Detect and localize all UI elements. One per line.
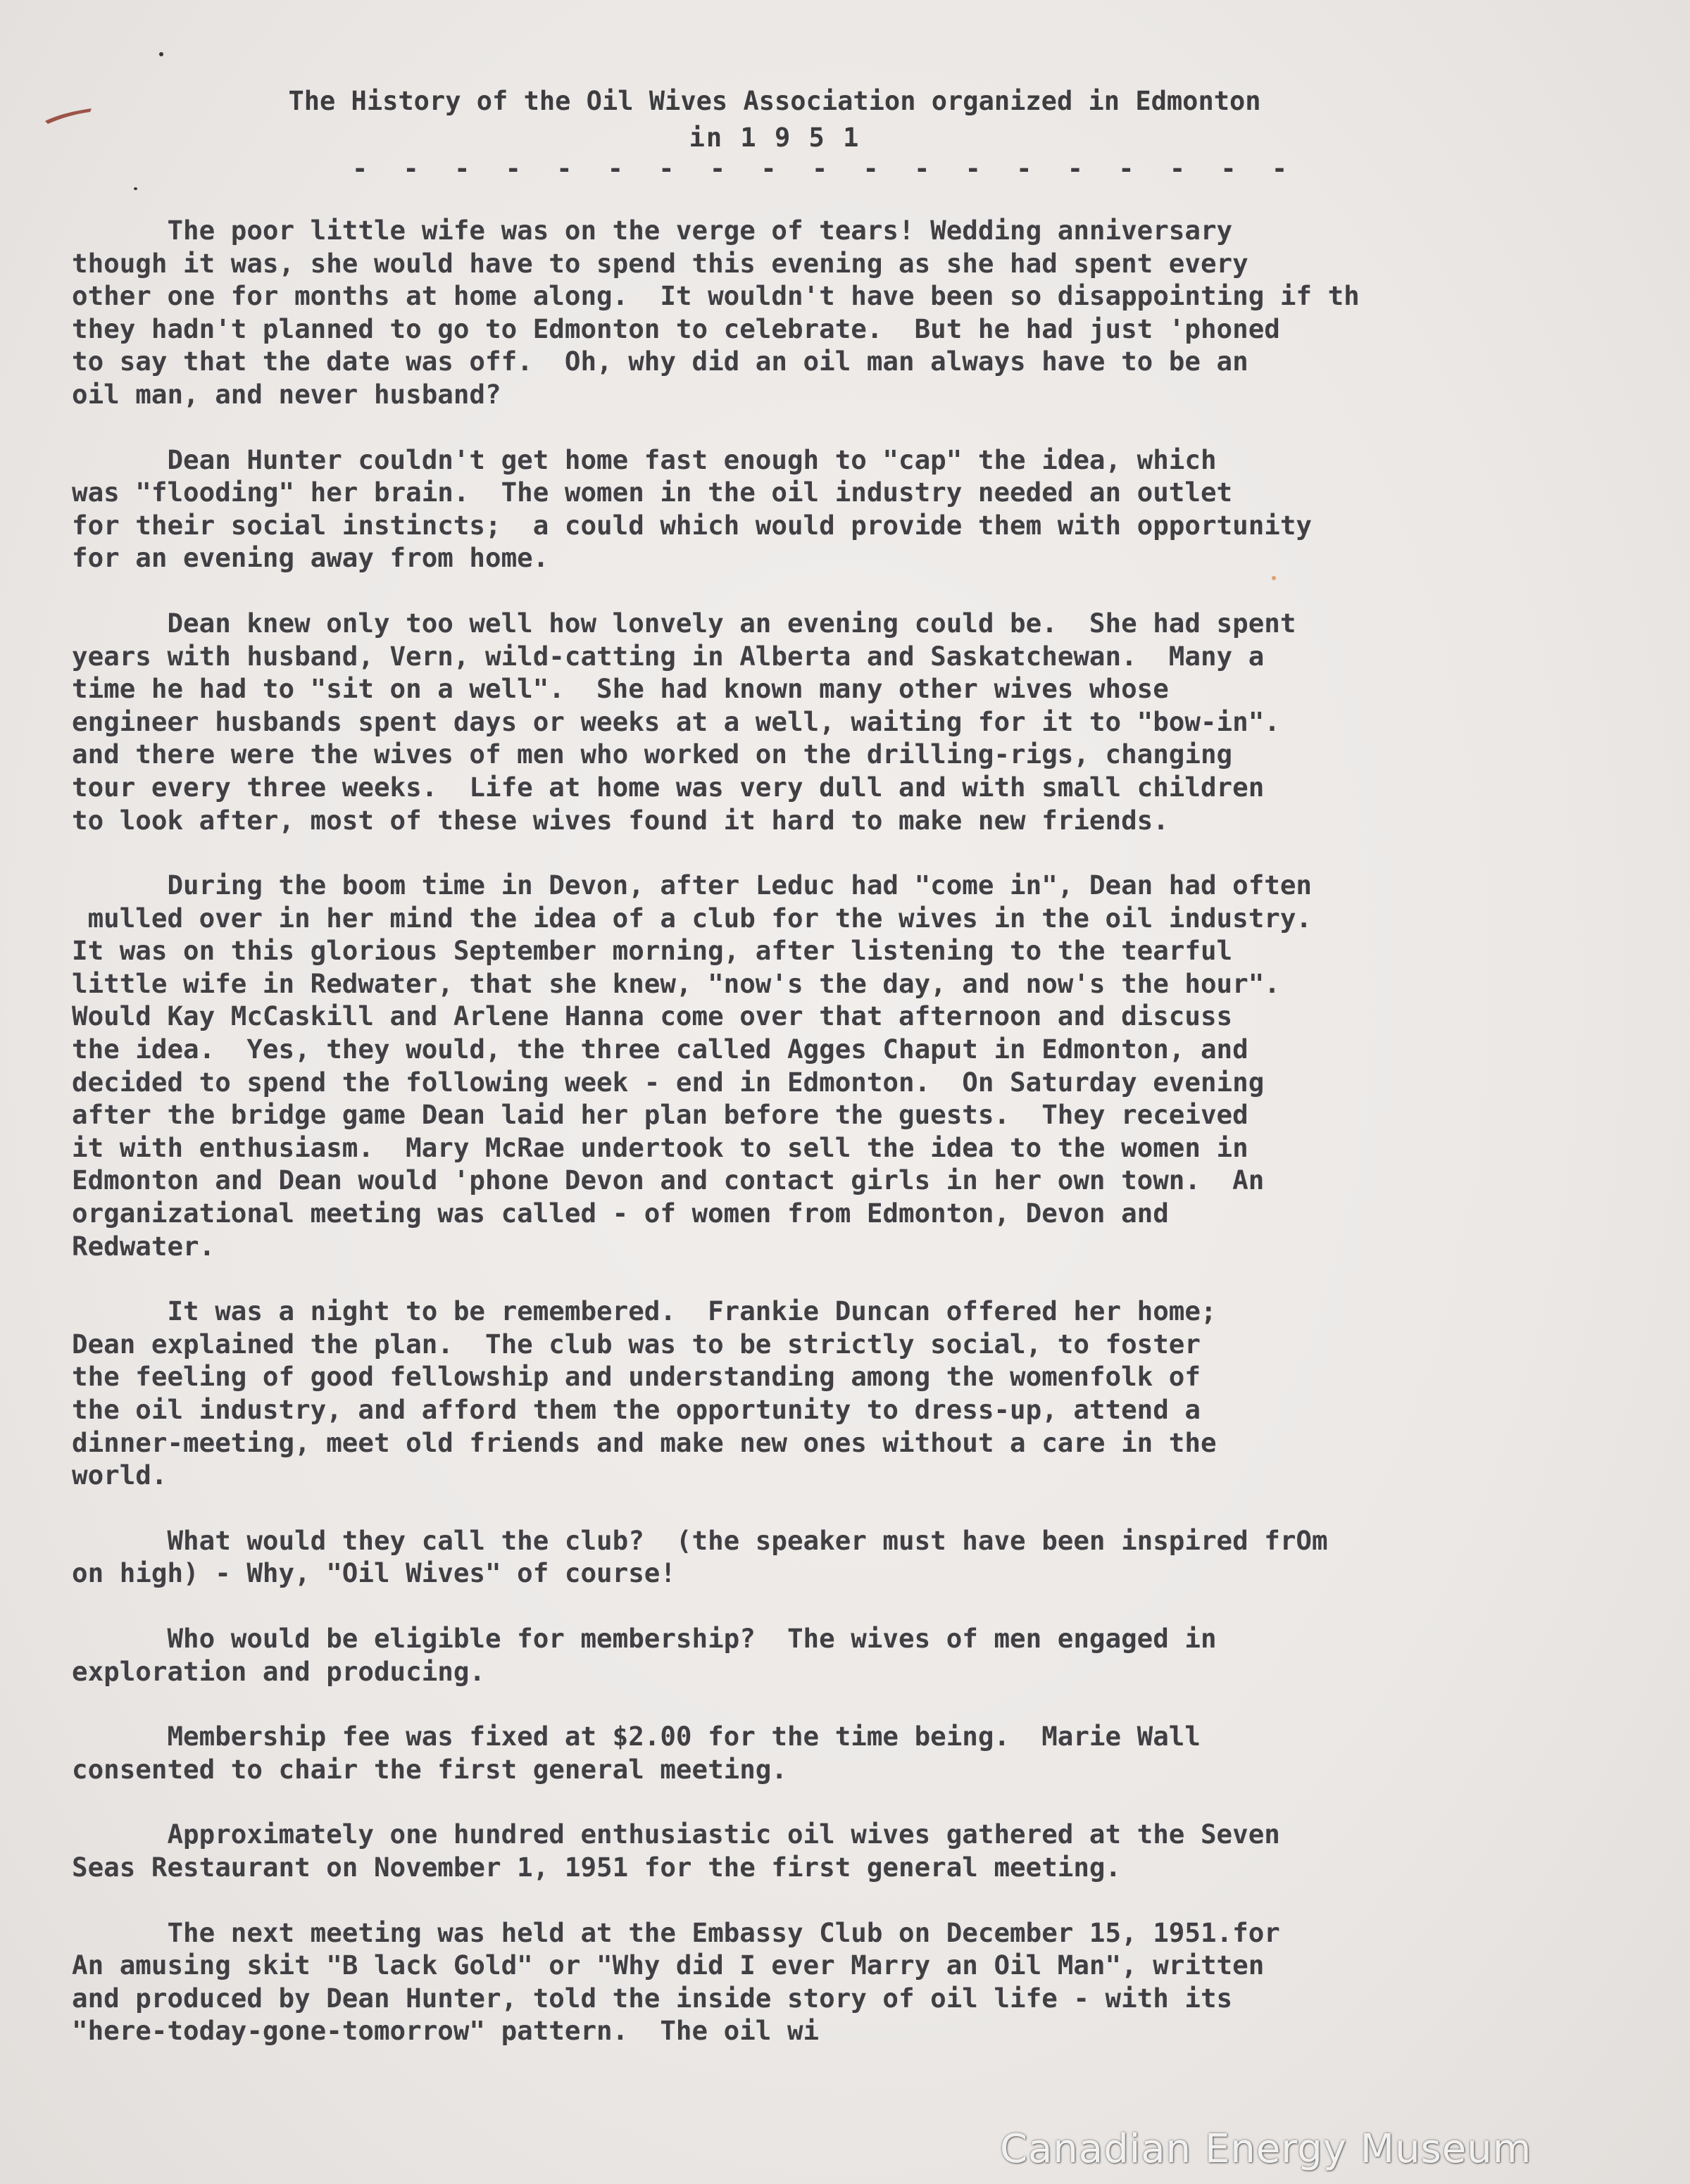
text-line: tour every three weeks. Life at home was very dull and with small children [72, 771, 1265, 803]
title-underline-rule: - - - - - - - - - - - - - - - - - - - [352, 153, 1298, 184]
text-line: on high) - Why, "Oil Wives" of course! [72, 1557, 676, 1589]
text-line: and produced by Dean Hunter, told the inside story of oil life - with its [72, 1982, 1233, 2014]
text-line: Would Kay McCaskill and Arlene Hanna come over that afternoon and discuss [72, 1000, 1233, 1032]
text-line: What would they call the club? (the speaker must have been inspired frOm [72, 1524, 1328, 1556]
text-line: Redwater. [72, 1230, 215, 1262]
paragraph [72, 1622, 1663, 1688]
text-line: world. [72, 1460, 168, 1491]
text-line: mulled over in her mind the idea of a club for the wives in the oil industry. [72, 902, 1312, 934]
text-line: and there were the wives of men who worked on the drilling-rigs, changing [72, 739, 1233, 770]
text-line: it with enthusiasm. Mary McRae undertook to sell the idea to the women in [72, 1131, 1248, 1163]
title-line-2: in 1 9 5 1 [689, 123, 860, 153]
paragraph [72, 1720, 1663, 1786]
text-line: Membership fee was fixed at $2.00 for the time being. Marie Wall [72, 1721, 1201, 1752]
text-line: other one for months at home along. It wouldn't have been so disappointing if th [72, 280, 1360, 312]
text-line: the idea. Yes, they would, the three called Agges Chaput in Edmonton, and [72, 1034, 1248, 1065]
paragraph [72, 214, 1663, 411]
text-line: Seas Restaurant on November 1, 1951 for the first general meeting. [72, 1851, 1122, 1883]
text-line: consented to chair the first general meeting. [72, 1753, 787, 1785]
text-line: for an evening away from home. [72, 542, 549, 574]
ink-smudge-mark [44, 106, 93, 124]
paragraph [72, 1524, 1663, 1590]
title-line-1: The History of the Oil Wives Association organized in Edmonton [288, 86, 1261, 116]
text-line: decided to spend the following week - end in Edmonton. On Saturday evening [72, 1066, 1265, 1098]
text-line: to say that the date was off. Oh, why did an oil man always have to be an [72, 346, 1248, 377]
text-line: little wife in Redwater, that she knew, "now's the day, and now's the hour". [72, 967, 1280, 999]
text-line: dinner-meeting, meet old friends and make new ones without a care in the [72, 1426, 1217, 1458]
text-line: Edmonton and Dean would 'phone Devon and contact girls in her own town. An [72, 1165, 1265, 1196]
text-line: Dean knew only too well how lonvely an evening could be. She had spent [72, 607, 1296, 639]
document-title [141, 83, 1408, 156]
text-line: after the bridge game Dean laid her plan before the guests. They received [72, 1099, 1248, 1131]
paragraph [72, 869, 1663, 1262]
museum-watermark: Canadian Energy Museum [1000, 2126, 1532, 2172]
text-line: for their social instincts; a could which would provide them with opportunity [72, 509, 1312, 541]
text-line: Who would be eligible for membership? The wives of men engaged in [72, 1622, 1217, 1654]
text-line: exploration and producing. [72, 1655, 485, 1687]
text-line: oil man, and never husband? [72, 378, 501, 410]
paragraph [72, 444, 1663, 575]
text-line: Dean Hunter couldn't get home fast enough to "cap" the idea, which [72, 444, 1217, 475]
text-line: the feeling of good fellowship and understanding among the womenfolk of [72, 1361, 1201, 1393]
paragraph [72, 607, 1663, 836]
text-line: The next meeting was held at the Embassy Club on December 15, 1951.for [72, 1916, 1280, 1948]
paragraph [72, 1818, 1663, 1883]
paragraph [72, 1295, 1663, 1492]
paper-speck [134, 187, 137, 190]
text-line: time he had to "sit on a well". She had known many other wives whose [72, 673, 1169, 705]
text-line: It was on this glorious September morning, after listening to the tearful [72, 935, 1233, 967]
text-line: engineer husbands spent days or weeks at a well, waiting for it to "bow-in". [72, 705, 1280, 737]
text-line: to look after, most of these wives found it hard to make new friends. [72, 804, 1169, 836]
document-body [72, 214, 1663, 2080]
paragraph [72, 1916, 1663, 2047]
text-line: Approximately one hundred enthusiastic oil wives gathered at the Seven [72, 1819, 1280, 1850]
text-line: the oil industry, and afford them the opportunity to dress-up, attend a [72, 1394, 1201, 1425]
text-line: Dean explained the plan. The club was to be strictly social, to foster [72, 1328, 1201, 1360]
text-line: The poor little wife was on the verge of tears! Wedding anniversary [72, 215, 1233, 246]
text-line: years with husband, Vern, wild-catting in Alberta and Saskatchewan. Many a [72, 640, 1265, 672]
text-line: "here-today-gone-tomorrow" pattern. The oil wi [72, 2015, 820, 2047]
paper-speck [159, 52, 163, 56]
text-line: It was a night to be remembered. Frankie Duncan offered her home; [72, 1295, 1217, 1327]
text-line: though it was, she would have to spend this evening as she had spent every [72, 247, 1248, 279]
text-line: An amusing skit "B lack Gold" or "Why did I ever Marry an Oil Man", written [72, 1950, 1265, 1981]
text-line: they hadn't planned to go to Edmonton to celebrate. But he had just 'phoned [72, 313, 1280, 344]
text-line: During the boom time in Devon, after Leduc had "come in", Dean had often [72, 870, 1312, 901]
text-line: was "flooding" her brain. The women in the oil industry needed an outlet [72, 477, 1233, 508]
text-line: organizational meeting was called - of women from Edmonton, Devon and [72, 1198, 1169, 1229]
